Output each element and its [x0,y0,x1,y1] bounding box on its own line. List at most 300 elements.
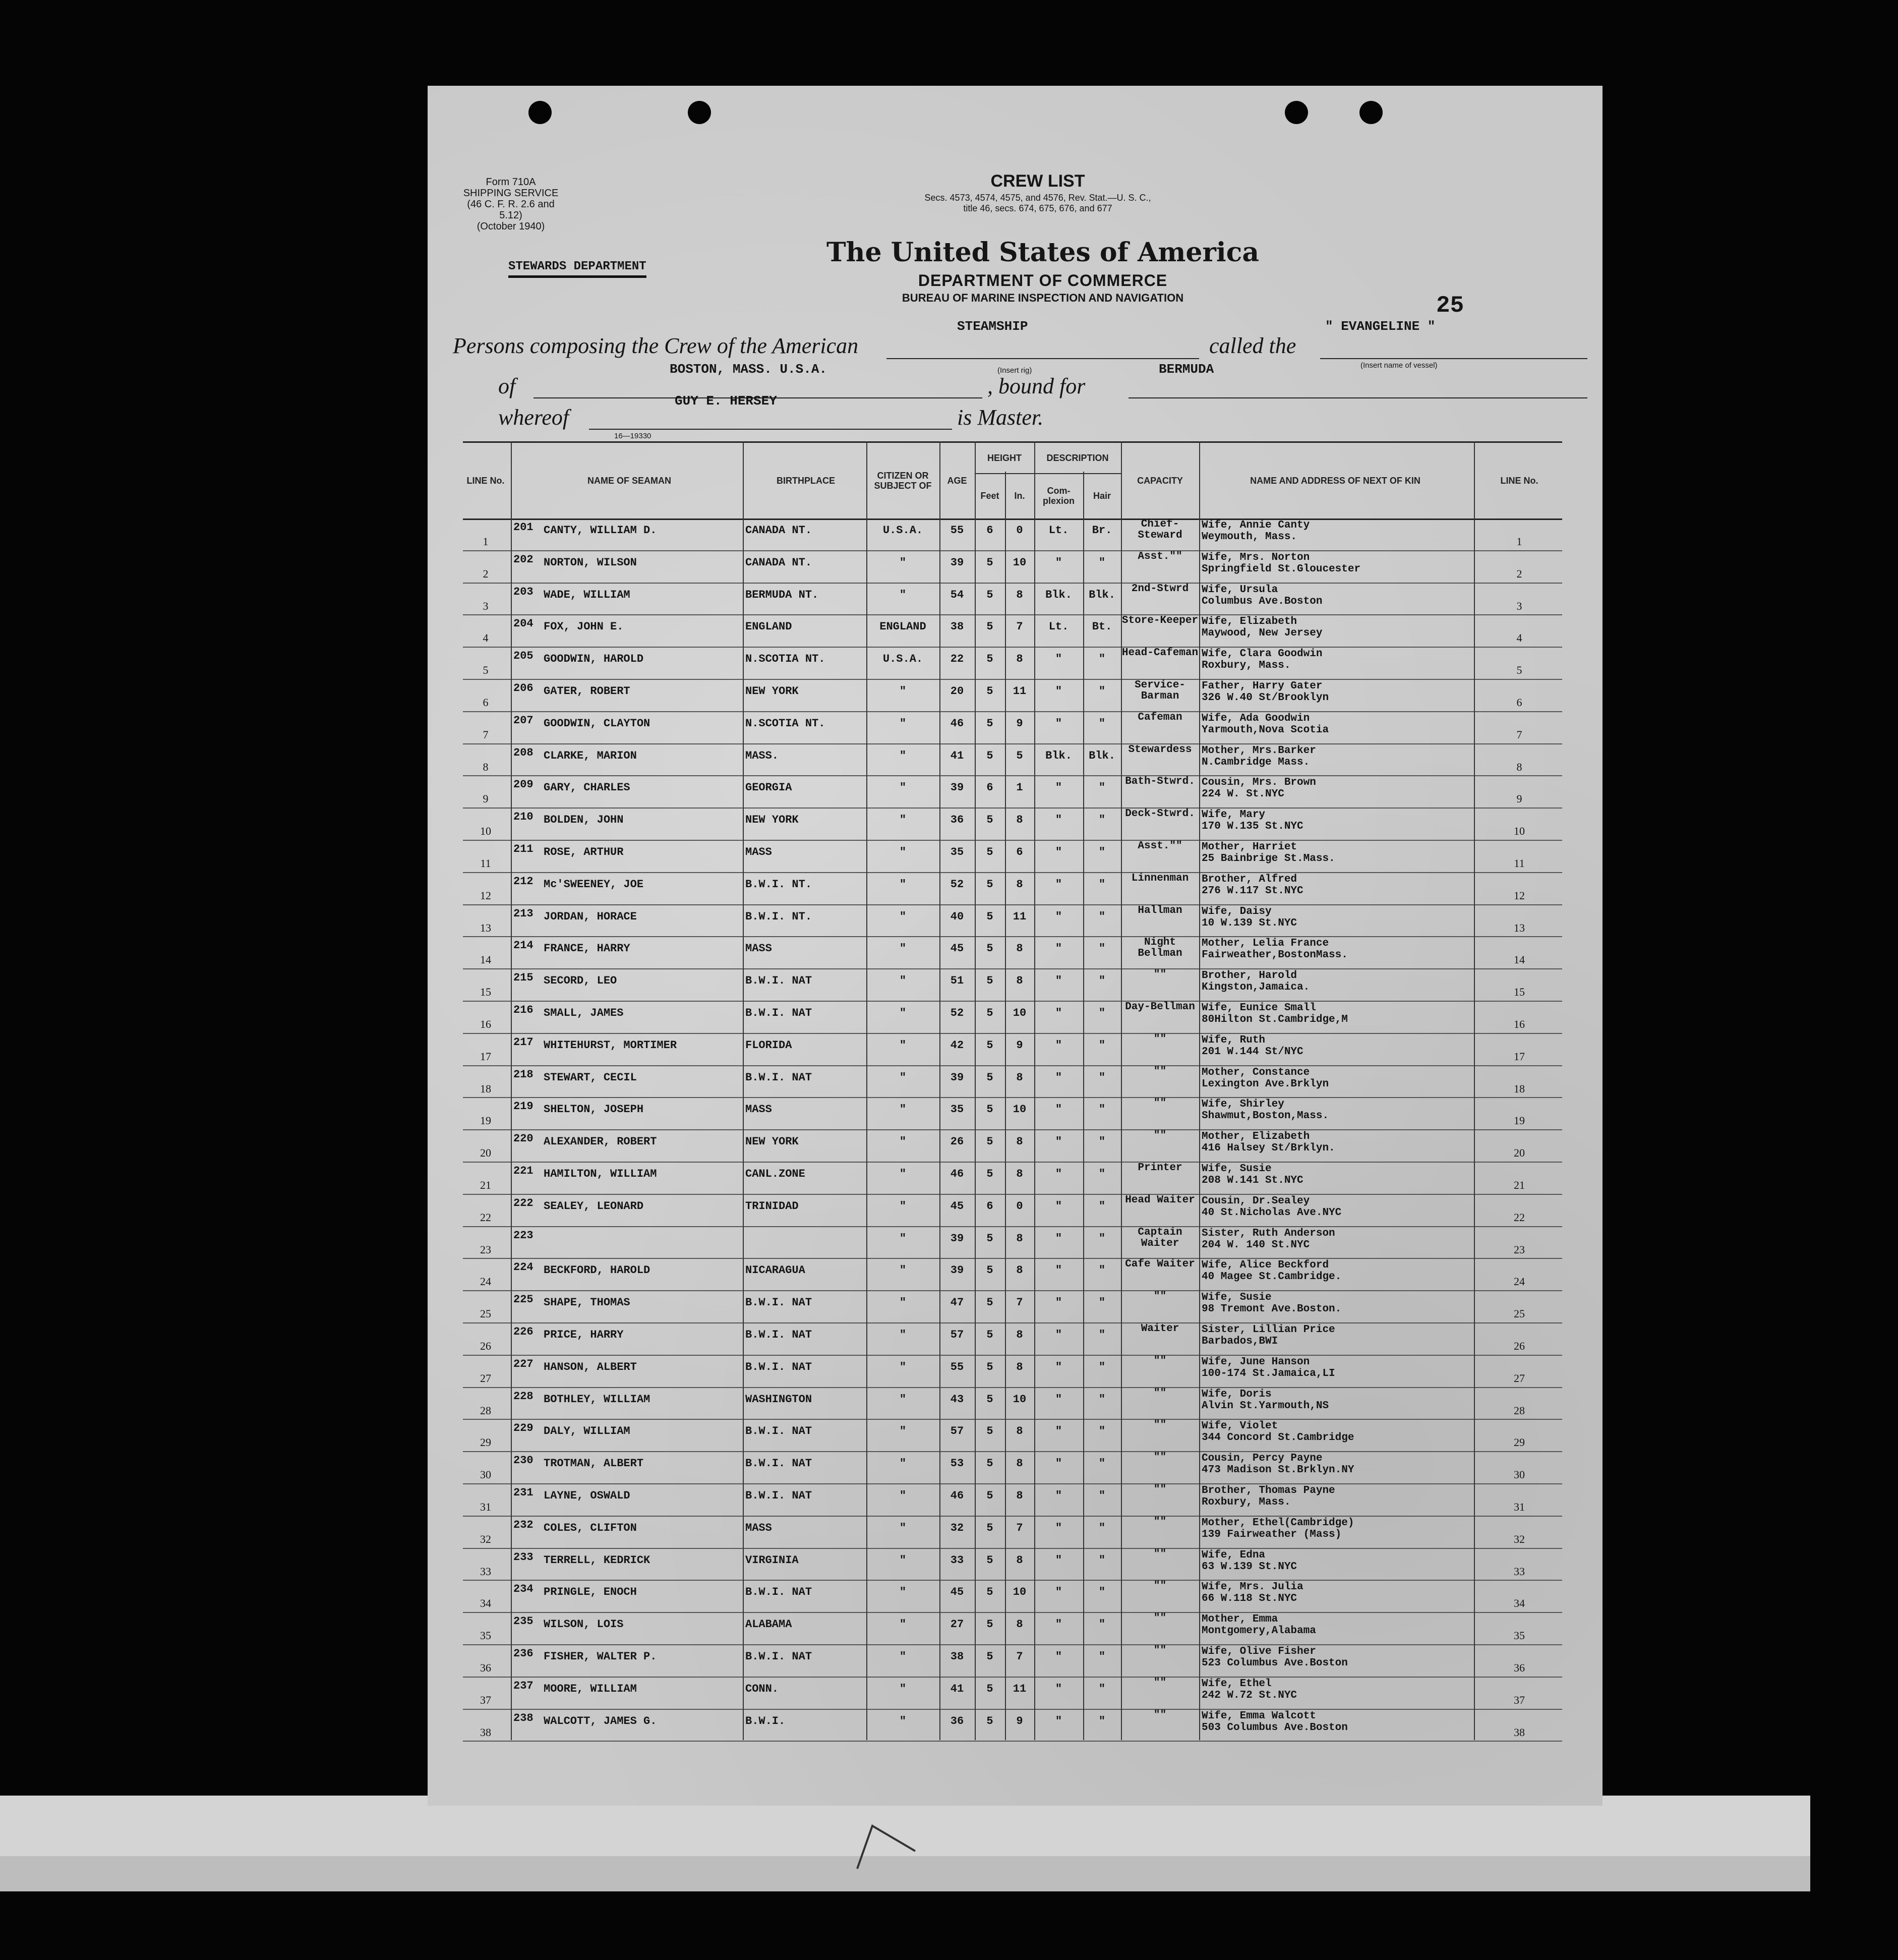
kin-name: Wife, Elizabeth [1202,616,1297,628]
age: 46 [950,1168,964,1180]
table-row [463,1290,1562,1323]
height-feet: 5 [986,588,993,601]
citizenship: " [899,1329,907,1341]
next-of-kin [1202,1097,1474,1131]
line-number-right: 11 [1514,857,1525,870]
birthplace: B.W.I. NAT [745,1360,812,1373]
hair: " [1098,1489,1106,1502]
complexion: " [1055,878,1062,891]
line-number: 20 [480,1146,491,1160]
age: 41 [950,1682,964,1695]
birthplace: MASS. [745,749,779,762]
table-row [463,1644,1562,1678]
kin-address: Lexington Ave.Brklyn [1202,1078,1329,1090]
hair: " [1098,1425,1106,1438]
kin-name: Wife, Mrs. Norton [1202,551,1310,563]
citizenship: " [899,1103,907,1116]
line-number: 38 [480,1725,491,1739]
hair: " [1098,910,1106,923]
height-feet: 5 [986,556,993,569]
capacity: Waiter [1141,1323,1179,1335]
citizenship: " [899,1360,907,1373]
kin-name: Wife, Eunice Small [1202,1002,1316,1014]
table-row [463,872,1562,905]
kin-name: Wife, Ruth [1202,1034,1266,1046]
next-of-kin [1202,1612,1474,1646]
kin-name: Wife, Ursula [1202,584,1278,596]
kin-address: 242 W.72 St.NYC [1202,1689,1297,1701]
age: 39 [950,1071,964,1084]
age: 55 [950,1360,964,1373]
height-feet: 5 [986,1425,993,1438]
line-number-right: 10 [1514,825,1525,838]
hair: " [1098,1360,1106,1373]
complexion: " [1055,910,1062,923]
seaman-number: 201 [513,521,533,534]
seaman-number: 236 [513,1647,533,1660]
line-number-right: 15 [1514,986,1525,999]
birthplace: MASS [745,1521,772,1534]
table-row [463,550,1562,584]
complexion: " [1055,1586,1062,1599]
capacity: Service-Barman [1135,679,1185,702]
line-number-right: 36 [1514,1661,1525,1674]
complexion: " [1055,781,1062,794]
complexion: " [1055,1650,1062,1663]
line-number-right: 30 [1514,1468,1525,1481]
hair: Blk. [1089,749,1115,762]
height-inches: 8 [1016,653,1023,666]
hair: " [1098,1586,1106,1599]
kin-address: Barbados,BWI [1202,1336,1278,1347]
statute-line-2: title 46, secs. 674, 675, 676, and 677 [963,203,1112,213]
height-inches: 8 [1016,1489,1023,1502]
birthplace: B.W.I. NT. [745,878,812,891]
master-name: GUY E. HERSEY [675,393,777,409]
citizenship: " [899,910,907,923]
line-number-right: 32 [1514,1532,1525,1545]
table-row [463,1322,1562,1356]
hair: " [1098,653,1106,666]
line-number: 4 [483,631,489,645]
height-inches: 8 [1016,1457,1023,1470]
seaman-name: GATER, ROBERT [544,685,630,698]
destination-underline [1129,397,1587,398]
complexion: " [1055,1071,1062,1084]
next-of-kin [1202,1226,1474,1260]
col-line-no-right: LINE No. [1500,476,1538,486]
height-inches: 8 [1016,1135,1023,1148]
table-row [463,1580,1562,1613]
citizenship: U.S.A. [882,524,923,537]
seaman-name: TERRELL, KEDRICK [544,1553,650,1567]
kin-address: 63 W.139 St.NYC [1202,1561,1297,1573]
crew-list-sheet [428,86,1603,1806]
next-of-kin [1202,1483,1474,1517]
age: 39 [950,781,964,794]
age: 46 [950,717,964,730]
height-inches: 8 [1016,1425,1023,1438]
form-identifier [463,177,559,232]
kin-address: Alvin St.Yarmouth,NS [1202,1400,1329,1412]
height-feet: 5 [986,1489,993,1502]
next-of-kin [1202,1709,1474,1743]
kin-address: 276 W.117 St.NYC [1202,885,1303,897]
line-number-right: 34 [1514,1597,1525,1610]
height-feet: 5 [986,749,993,762]
complexion: " [1055,942,1062,955]
birthplace: B.W.I. NAT [745,1329,812,1341]
kin-name: Sister, Lillian Price [1202,1324,1335,1336]
kin-address: Shawmut,Boston,Mass. [1202,1110,1329,1122]
height-inches: 8 [1016,1071,1023,1084]
seaman-number: 203 [513,585,533,598]
hair: " [1098,1457,1106,1470]
citizenship: " [899,1618,907,1631]
hair: Blk. [1089,588,1115,601]
seaman-number: 202 [513,553,533,566]
height-inches: 10 [1013,1393,1027,1406]
seaman-number: 237 [513,1679,533,1692]
complexion: " [1055,1103,1062,1116]
height-inches: 10 [1013,1586,1027,1599]
age: 53 [950,1457,964,1470]
citizenship: " [899,749,907,762]
birthplace: TRINIDAD [745,1199,799,1213]
next-of-kin [1202,518,1474,552]
kin-name: Wife, Susie [1202,1163,1272,1175]
age: 41 [950,749,964,762]
seaman-name: WHITEHURST, MORTIMER [544,1039,677,1052]
height-feet: 5 [986,878,993,891]
capacity: "" [1153,1484,1167,1495]
height-feet: 5 [986,1618,993,1631]
kin-name: Mother, Mrs.Barker [1202,744,1316,757]
birthplace: N.SCOTIA NT. [745,653,825,666]
birthplace: CANADA NT. [745,524,812,537]
height-feet: 5 [986,1296,993,1309]
complexion: " [1055,1521,1062,1534]
table-row [463,1162,1562,1195]
birthplace: NICARAGUA [745,1264,805,1277]
next-of-kin [1202,904,1474,938]
table-row [463,1709,1562,1742]
column-rule [1005,472,1006,1740]
age: 54 [950,588,964,601]
age: 43 [950,1393,964,1406]
line-number: 5 [483,664,489,677]
complexion: " [1055,846,1062,858]
seaman-number: 212 [513,875,533,888]
line-number-right: 8 [1516,760,1522,773]
table-row [463,1355,1562,1388]
line-number-right: 29 [1514,1436,1525,1449]
line-number: 27 [480,1371,491,1385]
birthplace: B.W.I. NAT [745,1071,812,1084]
line-number: 12 [480,889,491,902]
statute-line-1: Secs. 4573, 4574, 4575, and 4576, Rev. Stat.—U. S. C., [924,193,1151,203]
next-of-kin [1202,743,1474,777]
birthplace: B.W.I. NAT [745,1296,812,1309]
seaman-name: HANSON, ALBERT [544,1360,637,1373]
master-label: is Master. [957,405,1044,430]
country-heading: The United States of America [826,237,1260,268]
line-number-right: 28 [1514,1404,1525,1417]
birthplace: B.W.I. NT. [745,910,812,923]
line-number-right: 13 [1514,921,1525,934]
height-feet: 5 [986,1393,993,1406]
height-inches: 8 [1016,974,1023,988]
kin-address: 503 Columbus Ave.Boston [1202,1721,1348,1734]
column-rule [1199,441,1200,1740]
birthplace: B.W.I. NAT [745,1457,812,1470]
citizenship: " [899,1232,907,1245]
height-inches: 7 [1016,1296,1023,1309]
table-row [463,1419,1562,1452]
citizenship: " [899,1071,907,1084]
line-number-right: 17 [1514,1050,1525,1063]
hair: " [1098,1103,1106,1116]
capacity: Cafe Waiter [1125,1258,1195,1271]
citizenship: " [899,846,907,858]
seaman-name: FRANCE, HARRY [544,942,630,955]
age: 33 [950,1553,964,1567]
col-inches: In. [1014,491,1025,501]
height-feet: 5 [986,1521,993,1534]
hair: " [1098,1393,1106,1406]
seaman-name: CANTY, WILLIAM D. [544,524,657,537]
line-number-right: 19 [1514,1114,1525,1127]
height-feet: 5 [986,1103,993,1116]
hair: " [1098,1039,1106,1052]
hair: " [1098,1199,1106,1213]
complexion: " [1055,1393,1062,1406]
seaman-number: 217 [513,1035,533,1049]
line-number-right: 9 [1516,792,1522,805]
next-of-kin [1202,840,1474,874]
birthplace: B.W.I. NAT [745,1425,812,1438]
punch-hole [1359,101,1383,124]
age: 40 [950,910,964,923]
col-height: HEIGHT [975,443,1034,474]
seaman-name: COLES, CLIFTON [544,1521,637,1534]
rig-hint: (Insert rig) [997,366,1032,375]
hair: " [1098,717,1106,730]
hair: " [1098,1007,1106,1019]
kin-name: Wife, Violet [1202,1420,1278,1432]
line-number: 30 [480,1468,491,1481]
complexion: " [1055,1489,1062,1502]
seaman-name: SHELTON, JOSEPH [544,1103,644,1116]
line-number: 37 [480,1693,491,1706]
seaman-name: BOLDEN, JOHN [544,814,624,827]
col-birthplace: BIRTHPLACE [777,476,835,486]
seaman-name: GOODWIN, CLAYTON [544,717,650,730]
hair: " [1098,878,1106,891]
rig-underline [886,358,1199,359]
capacity: "" [1153,1130,1167,1142]
birthplace: B.W.I. NAT [745,1489,812,1502]
citizenship: ENGLAND [879,620,926,633]
age: 57 [950,1329,964,1341]
line-number: 1 [483,535,489,548]
complexion: " [1055,1007,1062,1019]
line-number-right: 4 [1516,631,1522,645]
next-of-kin [1202,1516,1474,1549]
capacity: "" [1153,1516,1167,1528]
kin-address: 326 W.40 St/Brooklyn [1202,692,1329,704]
complexion: " [1055,556,1062,569]
capacity: "" [1153,1709,1167,1721]
next-of-kin [1202,1129,1474,1163]
line-number: 6 [483,696,489,709]
complexion: Blk. [1045,749,1072,762]
kin-name: Cousin, Dr.Sealey [1202,1195,1310,1207]
next-of-kin [1202,1387,1474,1421]
kin-name: Brother, Harold [1202,970,1297,982]
vessel-rig: STEAMSHIP [957,319,1028,334]
kin-address: 80Hilton St.Cambridge,M [1202,1014,1348,1025]
complexion: " [1055,1232,1062,1245]
hair: " [1098,1553,1106,1567]
col-citizen: CITIZEN OR SUBJECT OF [874,471,932,491]
hair: " [1098,1232,1106,1245]
capacity: "" [1153,1452,1167,1464]
birthplace: B.W.I. NAT [745,1007,812,1019]
line-number-right: 31 [1514,1501,1525,1513]
capacity: "" [1153,1419,1167,1431]
table-row [463,1516,1562,1549]
capacity: "" [1153,1677,1167,1689]
kin-address: 40 St.Nicholas Ave.NYC [1202,1206,1342,1219]
citizenship: " [899,974,907,988]
age: 46 [950,1489,964,1502]
complexion: " [1055,1199,1062,1213]
seaman-name: SEALEY, LEONARD [544,1199,644,1213]
complexion: " [1055,1714,1062,1727]
statute-reference [871,193,1204,214]
seaman-name: CLARKE, MARION [544,749,637,762]
table-row [463,1548,1562,1581]
capacity: Chief-Steward [1138,518,1182,541]
height-feet: 5 [986,1264,993,1277]
seaman-number: 225 [513,1293,533,1306]
vessel-name: " EVANGELINE " [1325,319,1436,334]
birthplace: WASHINGTON [745,1393,812,1406]
crew-list-title: CREW LIST [990,171,1085,191]
capacity: Printer [1138,1162,1182,1174]
column-rule [1474,441,1475,1740]
capacity: Day-Bellman [1125,1001,1195,1013]
seaman-name: WILSON, LOIS [544,1618,624,1631]
height-feet: 5 [986,1135,993,1148]
birthplace: B.W.I. [745,1714,786,1727]
kin-address: 25 Bainbrige St.Mass. [1202,853,1335,864]
vessel-name-hint: (Insert name of vessel) [1360,361,1438,370]
table-header [463,441,1562,520]
seaman-name: PRINGLE, ENOCH [544,1586,637,1599]
hair: " [1098,1264,1106,1277]
height-feet: 5 [986,942,993,955]
kin-address: 10 W.139 St.NYC [1202,917,1297,929]
seaman-number: 209 [513,778,533,791]
form-edition: (October 1940) [477,221,545,232]
table-row [463,743,1562,777]
kin-address: Springfield St.Gloucester [1202,563,1361,575]
age: 39 [950,1232,964,1245]
complexion: Blk. [1045,588,1072,601]
citizenship: " [899,1007,907,1019]
height-inches: 8 [1016,1329,1023,1341]
column-rule [1083,472,1084,1740]
height-feet: 5 [986,1071,993,1084]
line-number-right: 27 [1514,1371,1525,1385]
height-inches: 10 [1013,1103,1027,1116]
capacity: Deck-Stwrd. [1125,808,1195,820]
capacity: Hallman [1138,904,1182,916]
next-of-kin [1202,1355,1474,1389]
seaman-name: SECORD, LEO [544,974,617,988]
kin-name: Wife, Alice Beckford [1202,1259,1329,1272]
birthplace: MASS [745,1103,772,1116]
seaman-number: 223 [513,1229,533,1242]
vessel-lead-text: Persons composing the Crew of the American [453,333,859,358]
line-number-right: 16 [1514,1018,1525,1030]
birthplace: GEORGIA [745,781,792,794]
kin-name: Mother, Emma [1202,1613,1278,1626]
citizenship: " [899,1682,907,1695]
line-number: 31 [480,1501,491,1513]
complexion: " [1055,1168,1062,1180]
kin-address: 416 Halsey St/Brklyn. [1202,1142,1335,1155]
citizenship: " [899,685,907,698]
line-number-right: 23 [1514,1243,1525,1256]
kin-name: Wife, Edna [1202,1549,1266,1561]
seaman-number: 231 [513,1486,533,1499]
print-code: 16—19330 [614,432,651,440]
capacity: "" [1153,1612,1167,1625]
kin-address: 100-174 St.Jamaica,LI [1202,1367,1335,1379]
kin-name: Brother, Alfred [1202,873,1297,885]
table-row [463,1097,1562,1130]
height-inches: 8 [1016,1618,1023,1631]
kin-address: Fairweather,BostonMass. [1202,949,1348,961]
kin-address: 170 W.135 St.NYC [1202,821,1303,833]
line-number-right: 37 [1514,1693,1525,1706]
age: 27 [950,1618,964,1631]
height-inches: 7 [1016,1521,1023,1534]
height-inches: 10 [1013,1007,1027,1019]
complexion: " [1055,717,1062,730]
table-row [463,1612,1562,1645]
seaman-name: JORDAN, HORACE [544,910,637,923]
kin-name: Mother, Harriet [1202,841,1297,853]
kin-address: 344 Concord St.Cambridge [1202,1432,1354,1444]
height-inches: 0 [1016,524,1023,537]
line-number-right: 35 [1514,1629,1525,1642]
seaman-number: 214 [513,939,533,952]
age: 39 [950,556,964,569]
line-number: 16 [480,1018,491,1030]
line-number-right: 20 [1514,1146,1525,1160]
height-feet: 5 [986,846,993,858]
seaman-name: WADE, WILLIAM [544,588,630,601]
hair: " [1098,1135,1106,1148]
line-number: 23 [480,1243,491,1256]
kin-address: Maywood, New Jersey [1202,627,1323,640]
kin-name: Wife, Susie [1202,1292,1272,1304]
birthplace: NEW YORK [745,1135,799,1148]
